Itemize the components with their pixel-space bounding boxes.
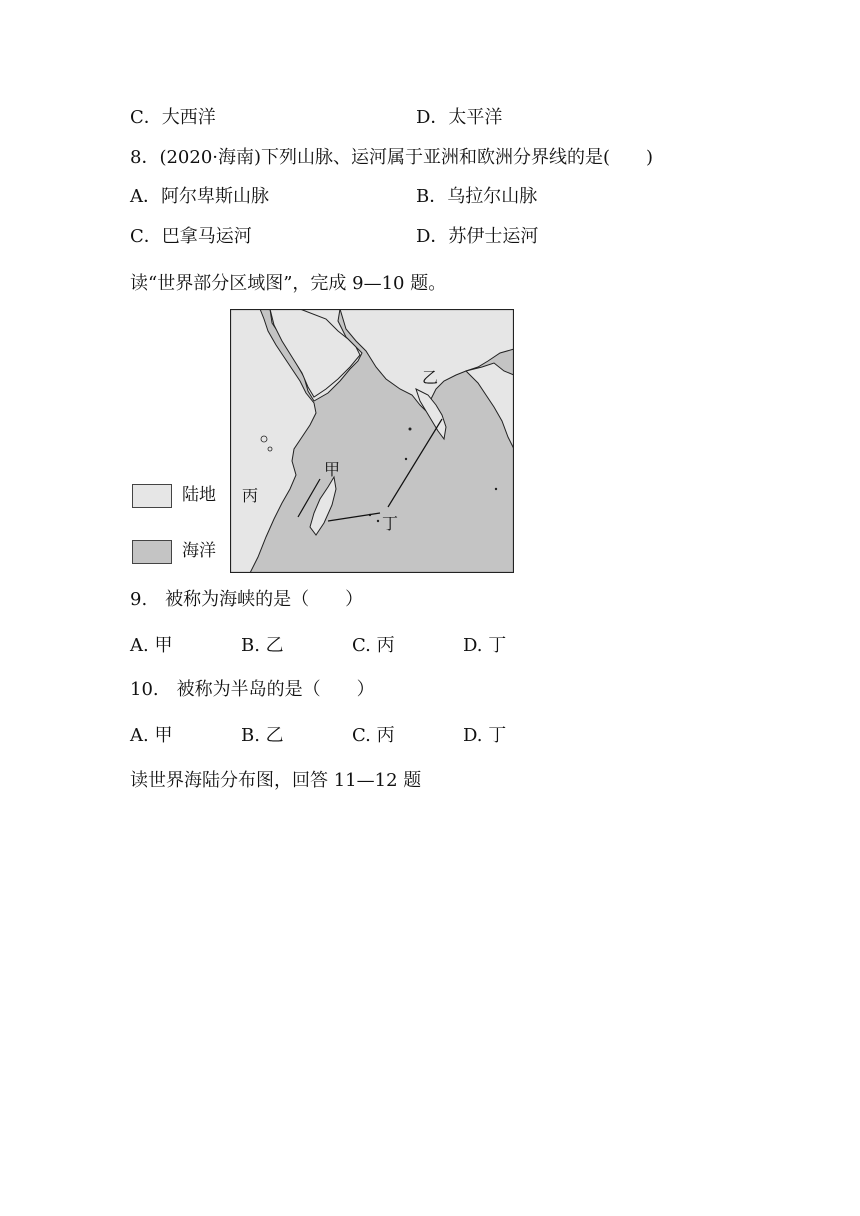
region-map [230,309,514,573]
q7-option-c: C．大西洋 [130,107,216,128]
region-map-svg [230,309,514,573]
map-label-yi: 乙 [422,368,439,387]
q8-option-c: C．巴拿马运河 [130,226,252,247]
next-intro: 读世界海陆分布图，回答 11—12 题 [130,770,422,791]
q7-option-d: D．太平洋 [416,107,503,128]
q10-stem: 10. 被称为半岛的是（ ） [130,679,375,700]
q9-option-d: D. 丁 [463,635,507,656]
legend-ocean-swatch [132,540,172,564]
map-island [495,488,497,490]
q8-option-a: A．阿尔卑斯山脉 [130,186,269,207]
legend-land-label: 陆地 [182,485,216,505]
q10-option-b: B. 乙 [241,725,284,746]
q10-option-d: D. 丁 [463,725,507,746]
map-label-bing: 丙 [242,486,259,505]
map-island [377,520,379,522]
legend-land-swatch [132,484,172,508]
map-island [268,447,272,451]
q9-option-c: C. 丙 [352,635,395,656]
q10-option-c: C. 丙 [352,725,395,746]
q9-option-b: B. 乙 [241,635,284,656]
q8-option-b: B．乌拉尔山脉 [416,186,538,207]
map-island [409,428,412,431]
q8-stem: 8．(2020·海南)下列山脉、运河属于亚洲和欧洲分界线的是( ) [130,147,654,168]
q9-option-a: A. 甲 [130,635,173,656]
q9-stem: 9. 被称为海峡的是（ ） [130,589,364,610]
legend-ocean-label: 海洋 [182,541,216,561]
q10-option-a: A. 甲 [130,725,173,746]
map-island [261,436,267,442]
map-intro: 读“世界部分区域图”，完成 9—10 题。 [130,273,447,294]
map-label-jia: 甲 [324,460,341,479]
map-label-ding: 丁 [382,514,399,533]
map-island [405,458,407,460]
q8-option-d: D．苏伊士运河 [416,226,539,247]
